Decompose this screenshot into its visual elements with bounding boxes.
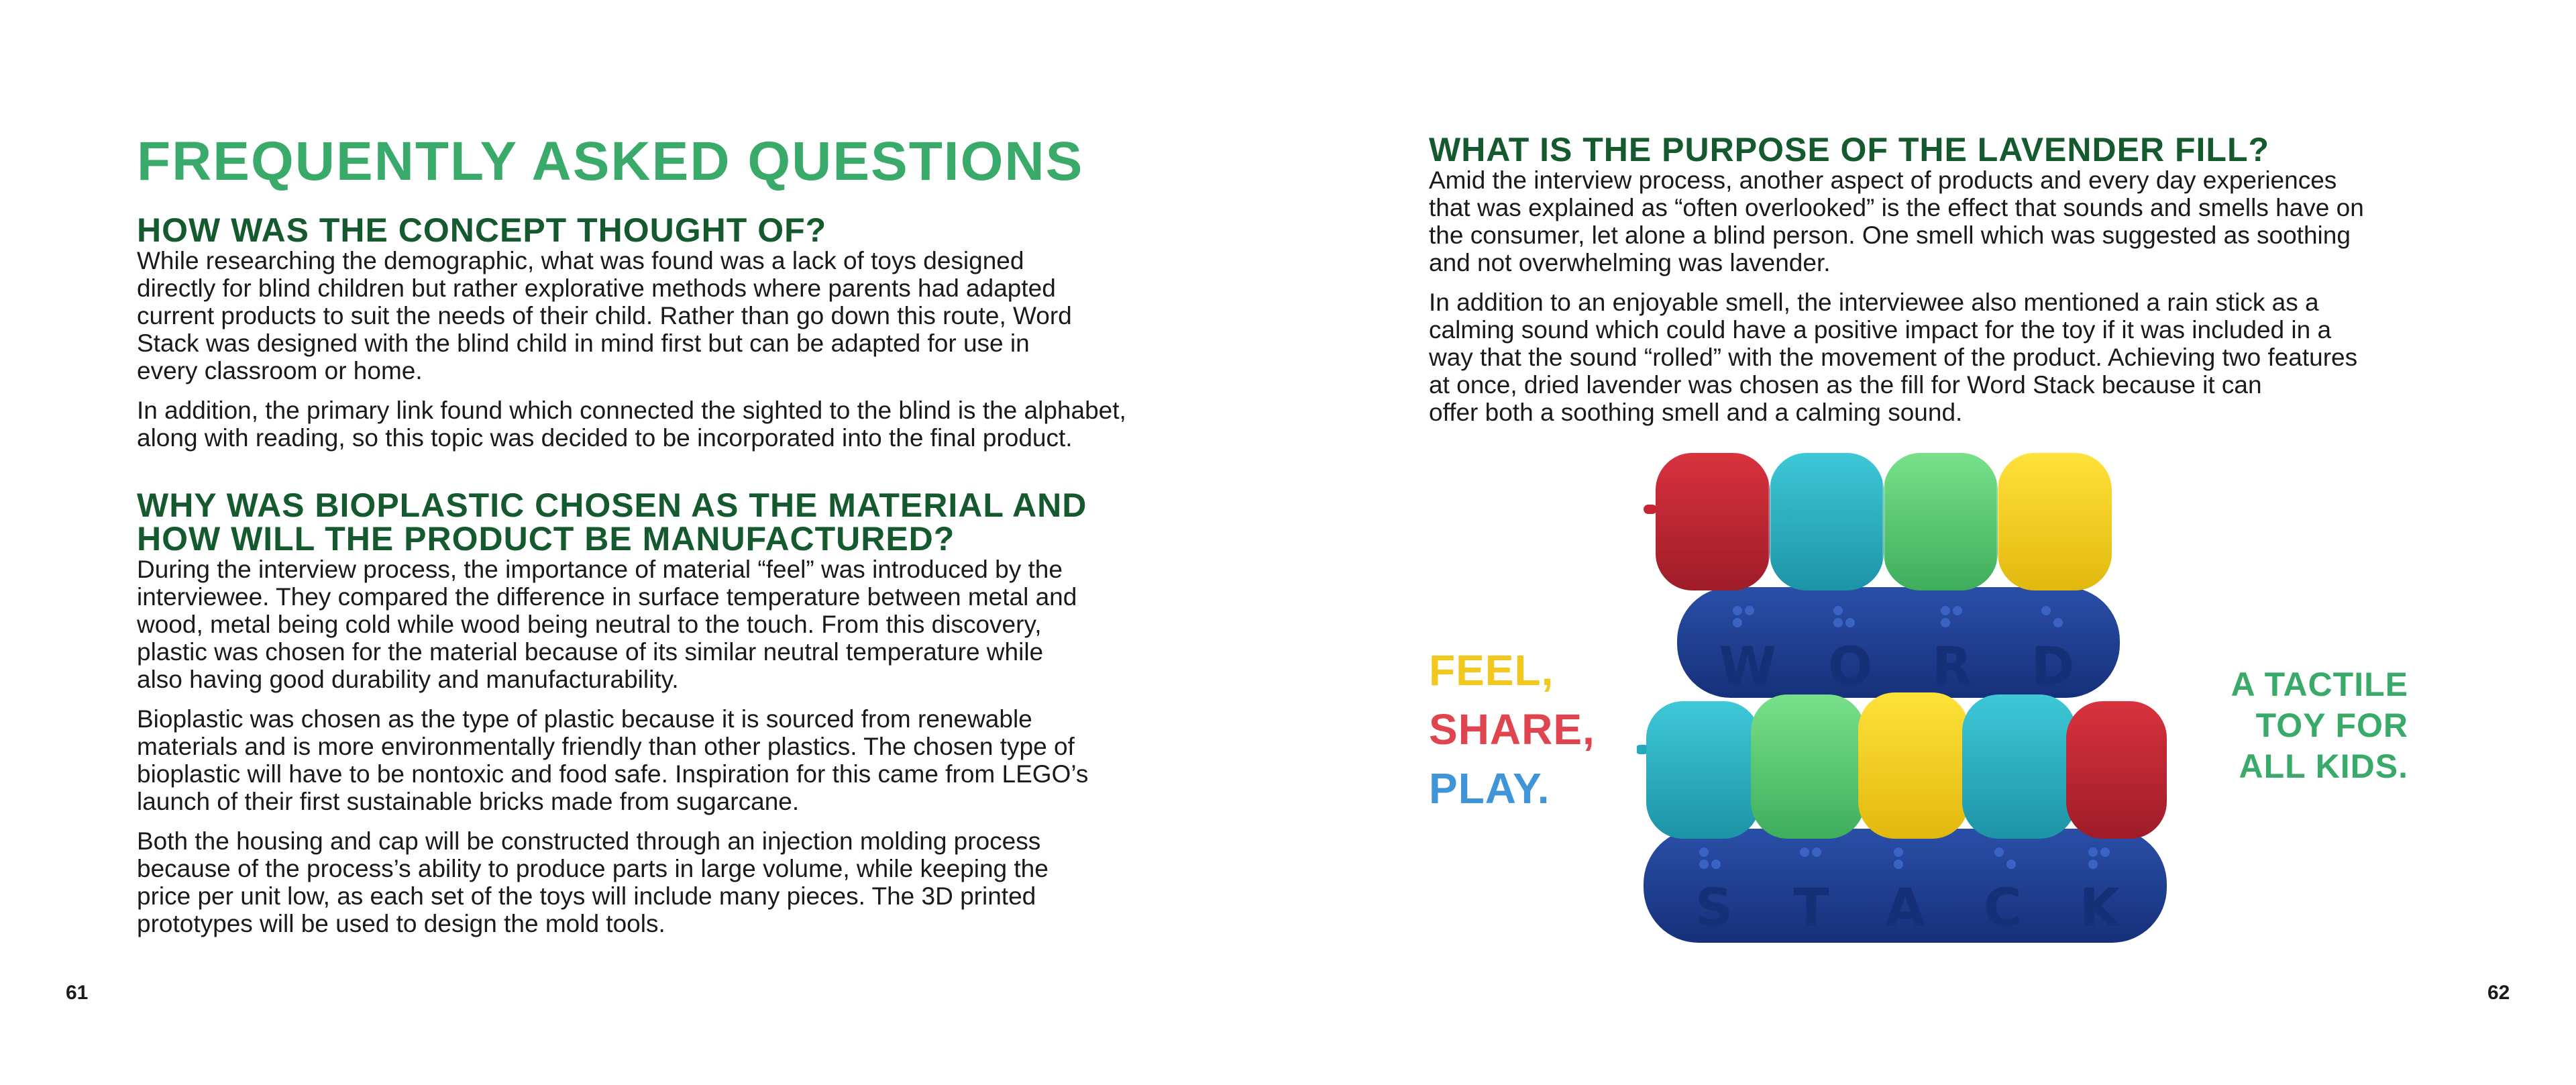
base-letter-a: A	[1884, 878, 1926, 939]
base-letter-o: O	[1827, 637, 1873, 697]
faq-bioplastic-paragraph-1: During the interview process, the importance of material “feel” was introduced by the interviewee. They compared the difference in surface temperature between metal and wood, metal being cold while wood being neutral to the touch. From this discovery, plastic was chosen for the material because of its similar neutral temperature while also having good durability and manufacturability.	[137, 556, 1077, 693]
page-title: FREQUENTLY ASKED QUESTIONS	[137, 131, 1084, 192]
tagline	[2207, 664, 2408, 787]
slogan-feel: FEEL,	[1429, 646, 1554, 694]
base-letter-t: T	[1793, 878, 1829, 939]
base-letter-k: K	[2079, 878, 2121, 939]
slogan	[1429, 641, 1595, 818]
tagline-line-1: A TACTILE	[2231, 666, 2408, 703]
bottom-cap-row	[1637, 692, 2167, 839]
faq-bioplastic	[137, 488, 1163, 949]
tagline-line-3: ALL KIDS.	[2239, 747, 2408, 785]
base-letter-c: C	[1983, 878, 2022, 939]
faq-concept	[137, 213, 1163, 464]
base-letter-d: D	[2031, 637, 2075, 697]
faq-lavender	[1429, 133, 2475, 438]
faq-concept-paragraph-2: In addition, the primary link found which connected the sighted to the blind is the alphabet, along with reading, so this topic was decided to be incorporated into the final product.	[137, 397, 1126, 452]
slogan-play: PLAY.	[1429, 764, 1550, 813]
faq-concept-paragraph-1: While researching the demographic, what was found was a lack of toys designed directly for blind children but rather explorative methods where parents had adapted current products to suit the needs of their child. Rather than go down this route, Word Stack was designed with the blind child in mind first but can be adapted for use in every classroom or home.	[137, 247, 1072, 384]
right-page	[1288, 0, 2576, 1085]
faq-concept-heading: HOW WAS THE CONCEPT THOUGHT OF?	[137, 211, 827, 249]
page-number: 62	[2487, 982, 2510, 1004]
word-stack-product-photo	[1637, 443, 2174, 973]
base-letter-r: R	[1931, 637, 1973, 697]
faq-lavender-heading: WHAT IS THE PURPOSE OF THE LAVENDER FILL?	[1429, 131, 2270, 168]
base-letter-s: S	[1695, 878, 1733, 939]
faq-bioplastic-paragraph-2: Bioplastic was chosen as the type of plastic because it is sourced from renewable materials and is more environmentally friendly than other plastics. The chosen type of bioplastic will have to be nontoxic and food safe. Inspiration for this came from LEGO’s launch of their first sustainable bricks made from sugarcane.	[137, 705, 1089, 815]
base-letter-w: W	[1718, 637, 1777, 697]
top-cap-row	[1644, 453, 2112, 590]
faq-lavender-paragraph-2: In addition to an enjoyable smell, the interviewee also mentioned a rain stick as a calming sound which could have a positive impact for the toy if it was included in a way that the sound “rolled” with the movement of the product. Achieving two features at once, dried lavender was chosen as the fill for Word Stack because it can offer both a soothing smell and a calming sound.	[1429, 289, 2358, 426]
slogan-share: SHARE,	[1429, 705, 1595, 754]
faq-bioplastic-heading: WHY WAS BIOPLASTIC CHOSEN AS THE MATERIAL AND HOW WILL THE PRODUCT BE MANUFACTURED?	[137, 486, 1087, 558]
page-number: 61	[66, 982, 89, 1004]
faq-lavender-paragraph-1: Amid the interview process, another aspect of products and every day experiences that was explained as “often overlooked” is the effect that sounds and smells have on the consumer, let alone a blind person. One smell which was suggested as soothing and not overwhelming was lavender.	[1429, 166, 2364, 276]
tagline-line-2: TOY FOR	[2255, 707, 2408, 744]
faq-bioplastic-paragraph-3: Both the housing and cap will be constructed through an injection molding process because of the process’s ability to produce parts in large volume, while keeping the price per unit low, as each set of the toys will include many pieces. The 3D printed prototypes will be used to design the mold tools.	[137, 827, 1049, 937]
